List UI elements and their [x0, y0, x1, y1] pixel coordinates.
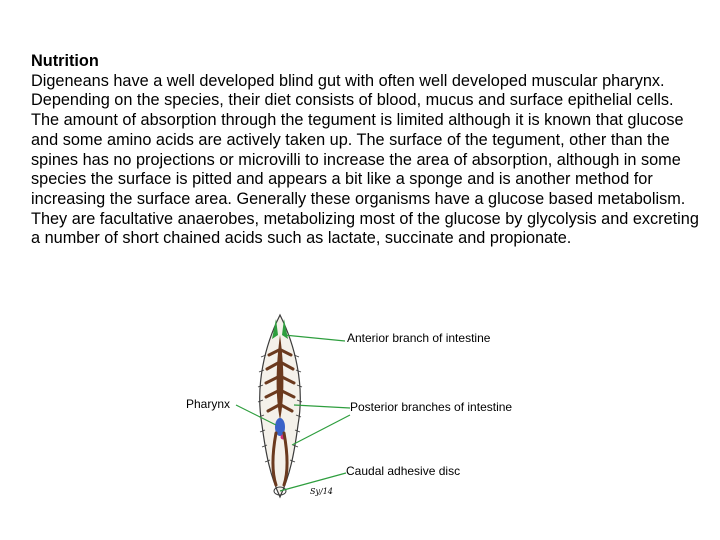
caudal-label: Caudal adhesive disc	[346, 464, 461, 478]
document-text	[31, 52, 701, 249]
pharynx-label: Pharynx	[186, 397, 231, 411]
body-paragraph: Digeneans have a well developed blind gut with often well developed muscular pharynx. Depending on the species, their diet consists of blood, mucus and surface epithelial cells. The amount of absorption through the tegument is limited although it is known that glucose and some amino acids are actively taken up. The surface of the tegument, other than the spines has no projections or microvilli to increase the area of absorption, although in some species the surface is pitted and appears a bit like a sponge and is another method for increasing the surface area. Generally these organisms have a glucose based metabolism. They are facultative anaerobes, metabolizing most of the glucose by glycolysis and excreting a number of short chained acids such as lactate, succinate and propionate.	[31, 71, 699, 248]
artist-signature: Sy/14	[310, 487, 333, 496]
digenean-anatomy-figure	[180, 305, 540, 505]
section-heading: Nutrition	[31, 52, 99, 70]
posterior-label: Posterior branches of intestine	[350, 400, 513, 414]
anterior-label: Anterior branch of intestine	[347, 331, 491, 345]
